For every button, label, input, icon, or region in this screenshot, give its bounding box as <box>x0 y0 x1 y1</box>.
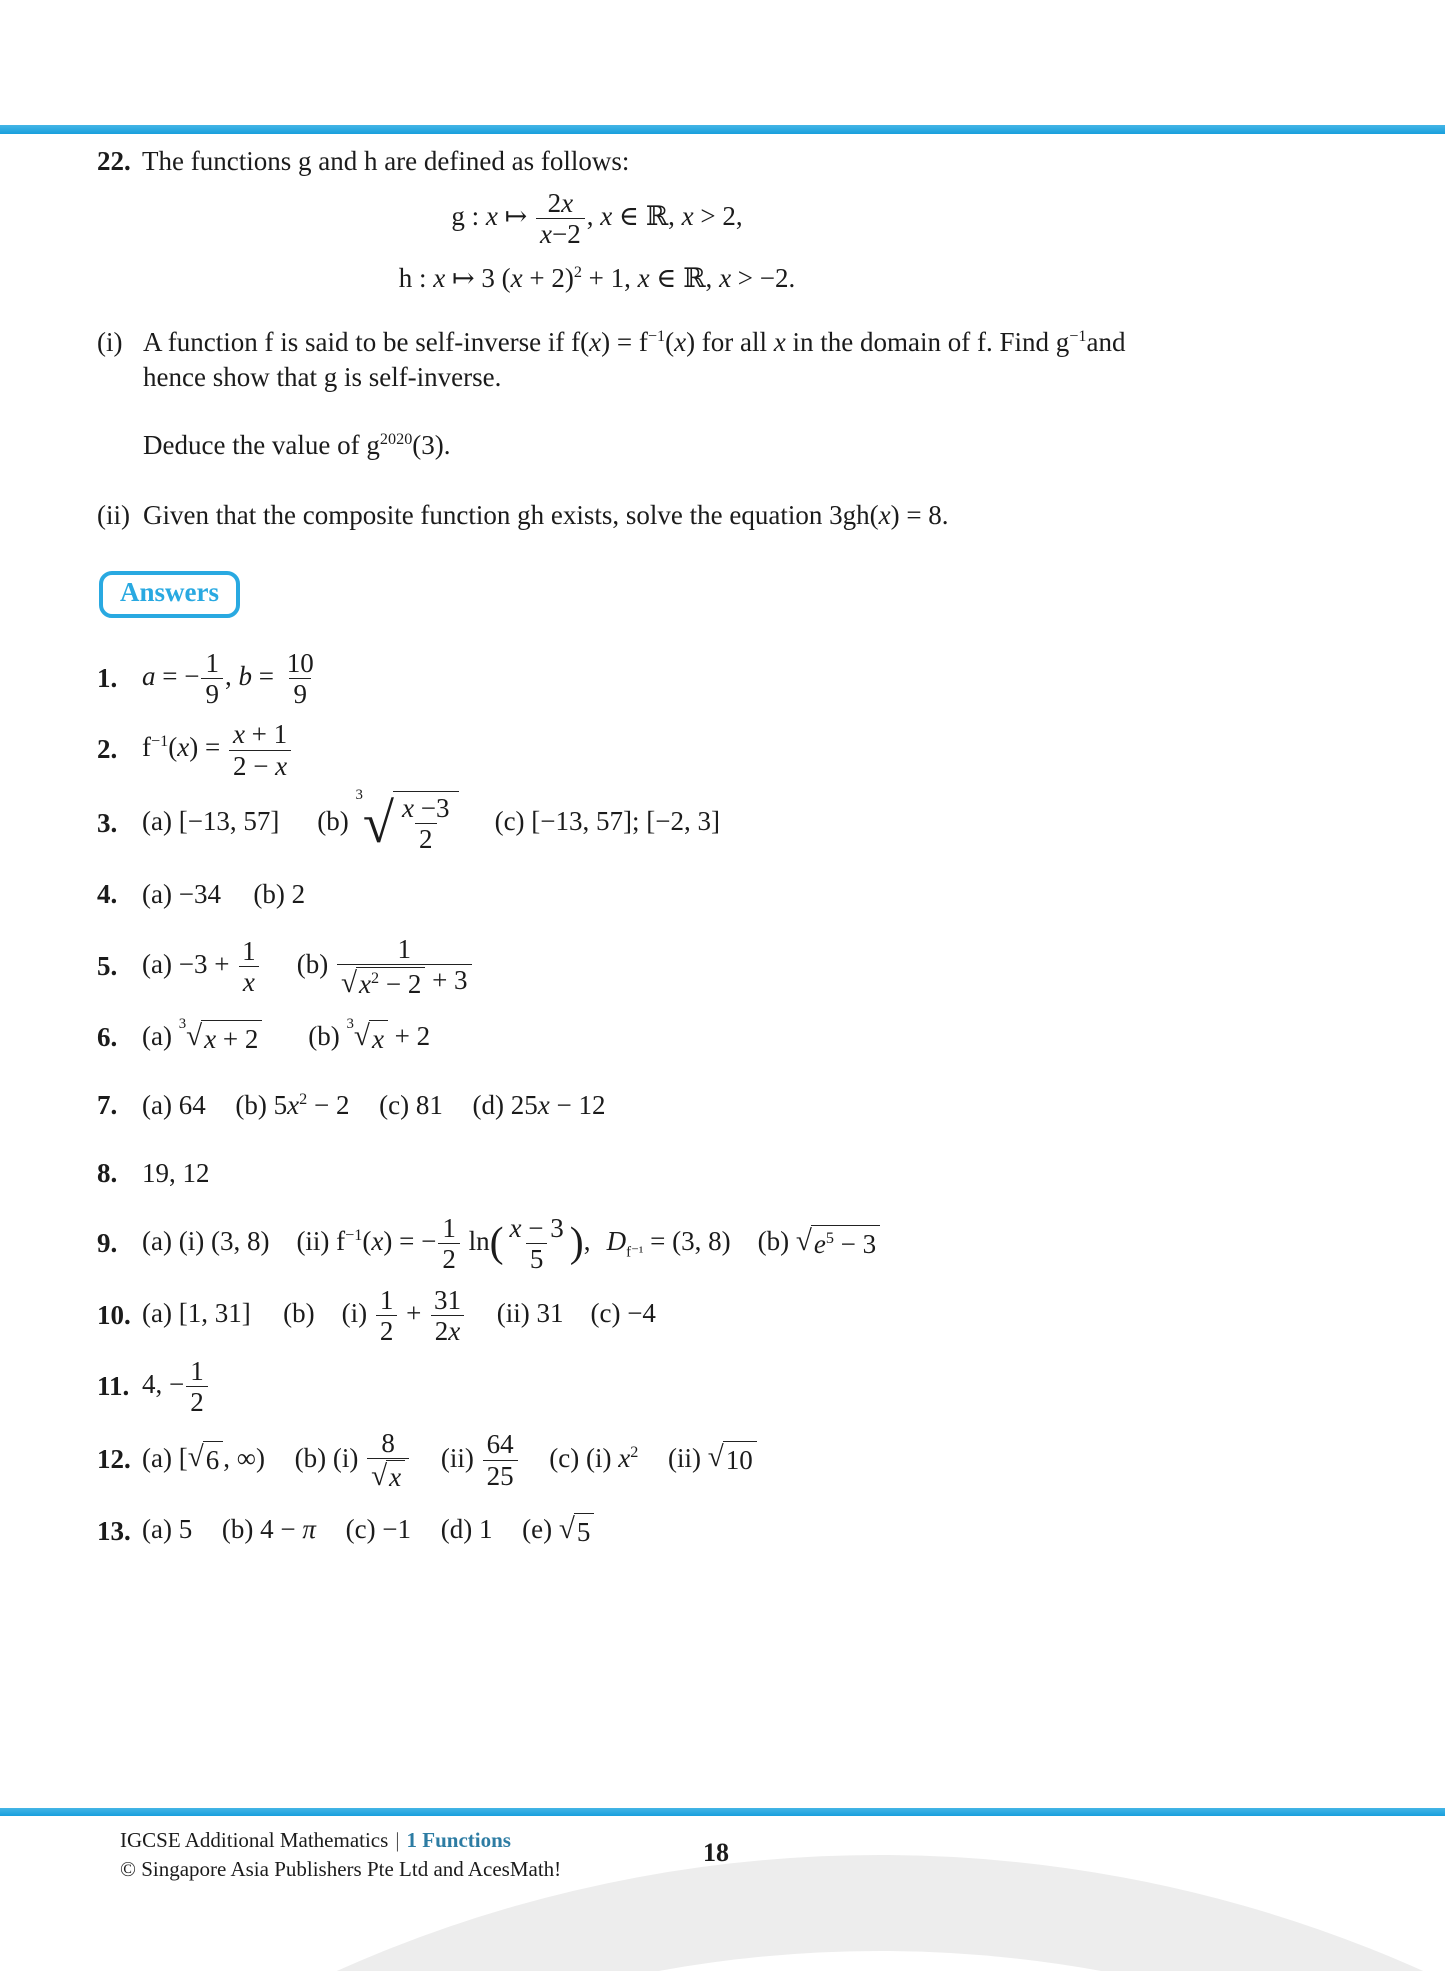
answer-content: (a) −34 (b) 2 <box>142 879 306 910</box>
answer-number: 2. <box>97 734 118 765</box>
answer-row-5 <box>97 934 1152 999</box>
answer-content: (a) −3 + $\frac{1}{x}$ (b) 1 √ $x^2 - 2$ + 3 <box>142 934 1152 999</box>
part-ii <box>97 498 1152 534</box>
answer-number: 1. <box>97 662 118 693</box>
answer-content: (a) 3 √ x + 2 (b) 3 √ x + 2 <box>142 1019 1152 1058</box>
answer-content: (a) [1, 31] (b) (i) $\frac{1}{2}$ + $\frac{31}{2x}$ (ii) 31 (c) −4 <box>142 1284 656 1346</box>
part-i <box>97 325 1152 396</box>
answer-number: 13. <box>97 1515 131 1546</box>
answer-number: 11. <box>97 1370 130 1401</box>
answer-number: 9. <box>97 1228 118 1259</box>
answer-row-9 <box>97 1213 1152 1274</box>
answer-number: 5. <box>97 950 118 981</box>
part-i-text: A function f is said to be self-inverse if $f(x) = f^{-1}(x)$ for all x in the domain of f. Find $g^{-1}and$ hence show that g is self-inverse. <box>143 326 1126 393</box>
answer-number: 8. <box>97 1158 118 1189</box>
answer-row-12 <box>97 1428 1152 1493</box>
footer-chapter: 1 Functions <box>406 1828 511 1852</box>
part-ii-label: (ii) <box>97 499 130 530</box>
answer-number: 3. <box>97 807 118 838</box>
answer-row-8 <box>97 1145 1152 1203</box>
answers-list <box>97 648 1152 1561</box>
answer-content: a = − $\frac{1}{9}$ , b = $\frac{10}{9}$ <box>142 647 314 710</box>
answer-content: (a) (i) (3, 8) (ii) $f^{-1}(x)$ = − $\frac{1}{2}$ ln( $\frac{x - 3}{5}$ ), $D_{f^{-1}} = (3$, 8) (b) √ $e^5 - 3$ <box>142 1213 1152 1274</box>
answer-row-10 <box>97 1285 1152 1346</box>
answer-row-3 <box>97 786 1152 856</box>
answer-row-13 <box>97 1503 1152 1561</box>
formula-g: g : x ↦ $\frac{2x}{x-2}$ , x ∈ ℝ, x > 2, <box>451 187 743 249</box>
answer-content: (a) 64 (b) $5x^2 - 2$ (c) 81 (d) 25x − 12 <box>142 1090 606 1121</box>
answer-row-7 <box>97 1077 1152 1135</box>
answers-badge: Answers <box>99 571 240 618</box>
answer-content: (a) [ √ 6 , ∞) (b) (i) 8 √ x (ii) $\frac{64}{25}$ (c) (i) $x^2$ (ii) √ 10 <box>142 1428 1152 1493</box>
page-number: 18 <box>703 1838 729 1867</box>
page-content <box>97 138 1152 1571</box>
part-i-label: (i) <box>97 326 123 357</box>
answer-content: (a) 5 (b) 4 − π (c) −1 (d) 1 (e) √ 5 <box>142 1512 1152 1551</box>
answer-content: $f^{-1}(x)$ = $\frac{x + 1}{2 - x}$ <box>142 719 1152 780</box>
answer-content: (a) [−13, 57] (b) 3 √ $\frac{x -3}{2}$ (c) [−13, 57]; [−2, 3] <box>142 786 720 855</box>
footer-series: IGCSE Additional Mathematics <box>120 1828 389 1852</box>
answer-number: 6. <box>97 1022 118 1053</box>
answer-row-4 <box>97 866 1152 924</box>
answer-row-2 <box>97 719 1152 780</box>
footer-copyright: © Singapore Asia Publishers Pte Ltd and AcesMath! <box>120 1857 562 1882</box>
footer-line-1 <box>120 1826 561 1855</box>
question-intro: The functions g and h are defined as follows: <box>142 146 630 176</box>
answer-number: 4. <box>97 879 118 910</box>
part-ii-text: Given that the composite function gh exists, solve the equation 3gh(x) = 8. <box>143 499 949 530</box>
answer-content: 4, − $\frac{1}{2}$ <box>142 1356 1152 1417</box>
footer <box>120 1826 561 1885</box>
answer-number: 12. <box>97 1444 131 1475</box>
answer-row-11 <box>97 1356 1152 1417</box>
deduce-line: Deduce the value of $g^{2020}(3)$. <box>143 429 451 460</box>
footer-divider: | <box>395 1828 400 1852</box>
formula-h: h : x ↦ 3 $(x + 2)^2 + 1$, x ∈ ℝ, x > −2. <box>398 263 796 294</box>
bottom-rule <box>0 1808 1445 1816</box>
top-rule <box>0 125 1445 134</box>
answer-number: 10. <box>97 1299 131 1330</box>
question-22 <box>97 144 1152 180</box>
answer-row-6 <box>97 1009 1152 1067</box>
answer-number: 7. <box>97 1090 118 1121</box>
answer-row-1 <box>97 648 1152 709</box>
question-number: 22. <box>97 146 131 176</box>
answer-content: 19, 12 <box>142 1158 210 1189</box>
